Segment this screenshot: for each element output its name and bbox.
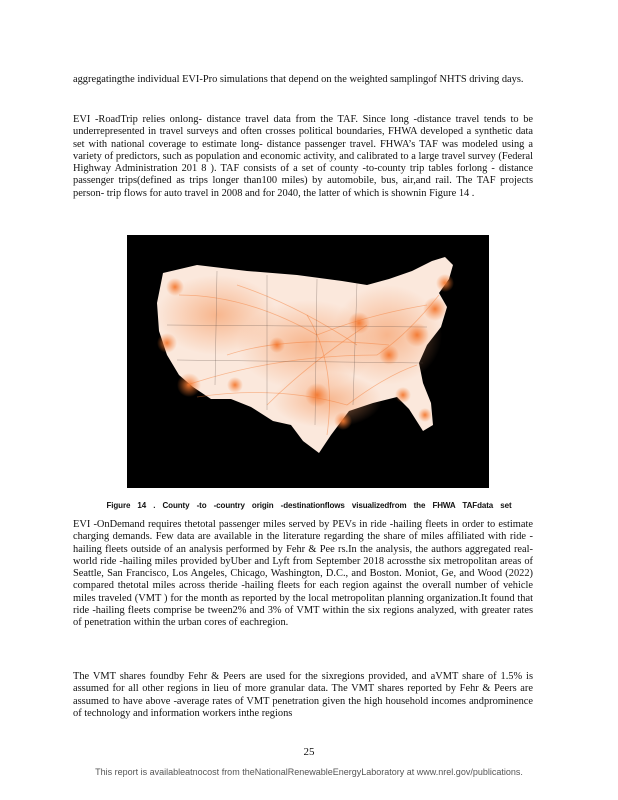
footer-availability-notice: This report is availableatnocost from theNationalRenewableEnergyLaboratory at www.nrel.gov/publications. [95,767,523,777]
paragraph-evi-roadtrip: EVI -RoadTrip relies onlong- distance travel data from the TAF. Since long -distance travel tends to be underrepresented in travel surveys and often crosses political boundaries, FHWA developed a synthetic data set with national coverage to estimate long- distance passenger travel. FHWA’s TAF was modeled using a variety of predictors, such as population and economic activity, and calibrated to a large travel survey (Federal Highway Administration 201 8 ). TAF consists of a set of county -to-county trip tables forlong - distance passenger trips(defined as trips longer than100 miles) by automobile, bus, air,and rail. The TAF projects person- trip flows for auto travel in 2008 and for 2040, the latter of which is shownin Figure 14 . [73,114,533,199]
paragraph-vmt-shares: The VMT shares foundby Fehr & Peers are used for the sixregions provided, and aVMT share of 1.5% is assumed for all other regions in lieu of more granular data. The VMT shares reported by Fehr & Peers are assumed to have above -average rates of VMT penetration given the high household incomes andprominence of technology and information workers inthe regions [73,671,533,719]
us-flow-map-image [127,235,489,488]
figure-flow-map [127,235,489,488]
page-number: 25 [303,746,315,758]
paragraph-nhts-aggregation: aggregatingthe individual EVI-Pro simulations that depend on the weighted samplingof NHTS driving days. [73,74,524,85]
figure-caption: Figure 14 . County -to -country origin -destinationflows visualizedfrom the FHWA TAFdata set [106,501,512,510]
paragraph-evi-ondemand: EVI -OnDemand requires thetotal passenger miles served by PEVs in ride -hailing fleets in order to estimate charging demands. Few data are available in the literature regarding the share of miles affiliated with ride -hailing fleets outside of an analysis performed by Fehr & Pee rs.In the analysis, the authors aggregated real- world ride -hailing miles provided byUber and Lyft from September 2018 acrossthe six metropolitan areas of Seattle, San Francisco, Los Angeles, Chicago, Washington, D.C., and Boston. Moniot, Ge, and Wood (2022) compared thetotal miles across theride -hailing fleets for each region against the overall number of vehicle miles traveled (VMT ) for the month as reported by the local metropolitan planning organization.It found that ride -hailing fleets comprise be tween2% and 3% of VMT within the six regions analyzed, with greater rates of penetration within the urban cores of eachregion. [73,519,533,629]
